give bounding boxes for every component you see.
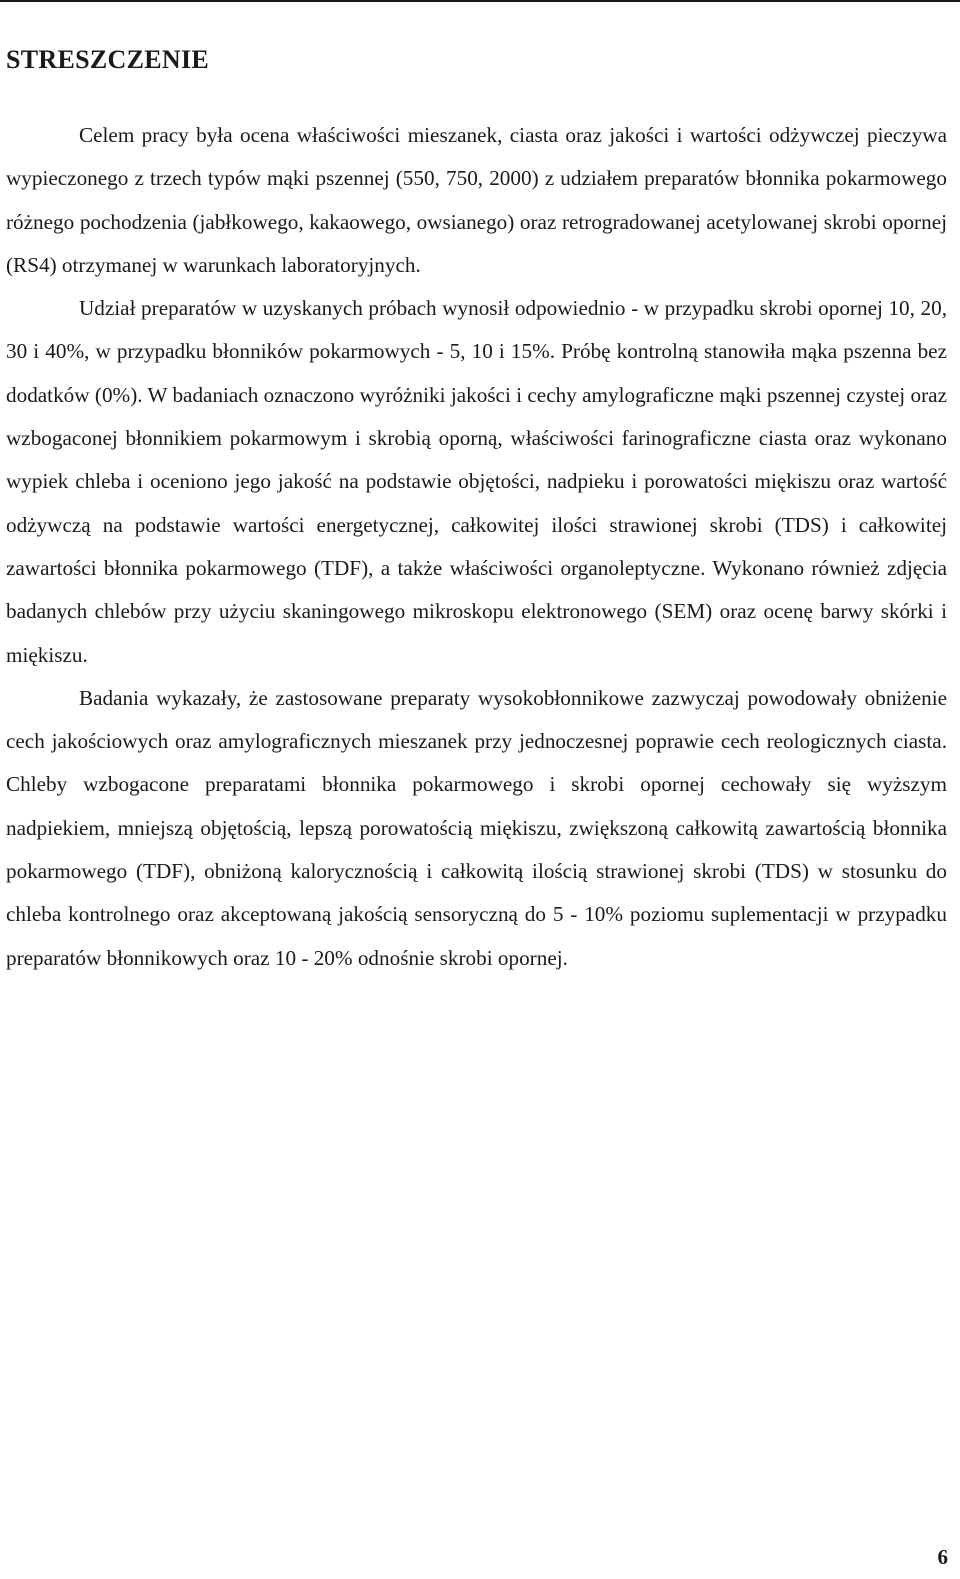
paragraph-methods: Udział preparatów w uzyskanych próbach wynosił odpowiednio - w przypadku skrobi opornej 10, 20, 30 i 40%, w przypadku błonników pokarmowych - 5, 10 i 15%. Próbę kontrolną stanowiła mąka pszenna bez dodatków (0%). W badaniach oznaczono wyróżniki jakości i cechy amylograficzne mąki pszennej czystej oraz wzbogaconej błonnikiem pokarmowym i skrobią oporną, właściwości farinograficzne ciasta oraz wykonano wypiek chleba i oceniono jego jakość na podstawie objętości, nadpieku i porowatości miękiszu oraz wartość odżywczą na podstawie wartości energetycznej, całkowitej ilości strawionej skrobi (TDS) i całkowitej zawartości błonnika pokarmowego (TDF), a także właściwości organoleptyczne. Wykonano również zdjęcia badanych chlebów przy użyciu skaningowego mikroskopu elektronowego (SEM) oraz ocenę barwy skórki i miękiszu. (6, 296, 947, 667)
paragraph-aim: Celem pracy była ocena właściwości mieszanek, ciasta oraz jakości i wartości odżywczej pieczywa wypieczonego z trzech typów mąki pszennej (550, 750, 2000) z udziałem preparatów błonnika pokarmowego różnego pochodzenia (jabłkowego, kakaowego, owsianego) oraz retrogradowanej acetylowanej skrobi opornej (RS4) otrzymanej w warunkach laboratoryjnych. (6, 123, 947, 277)
section-heading: STRESZCZENIE (6, 45, 210, 74)
document-page (6, 40, 947, 980)
abstract-body (6, 114, 947, 980)
paragraph-results: Badania wykazały, że zastosowane preparaty wysokobłonnikowe zazwyczaj powodowały obniżenie cech jakościowych oraz amylograficznych mieszanek przy jednoczesnej poprawie cech reologicznych ciasta. Chleby wzbogacone preparatami błonnika pokarmowego i skrobi opornej cechowały się wyższym nadpiekiem, mniejszą objętością, lepszą porowatością miękiszu, zwiększoną całkowitą zawartością błonnika pokarmowego (TDF), obniżoną kalorycznością i całkowitą ilością strawionej skrobi (TDS) w stosunku do chleba kontrolnego oraz akceptowaną jakością sensoryczną do 5 - 10% poziomu suplementacji w przypadku preparatów błonnikowych oraz 10 - 20% odnośnie skrobi opornej. (6, 685, 947, 970)
page-number: 6 (937, 1545, 948, 1569)
top-rule (0, 0, 960, 2)
